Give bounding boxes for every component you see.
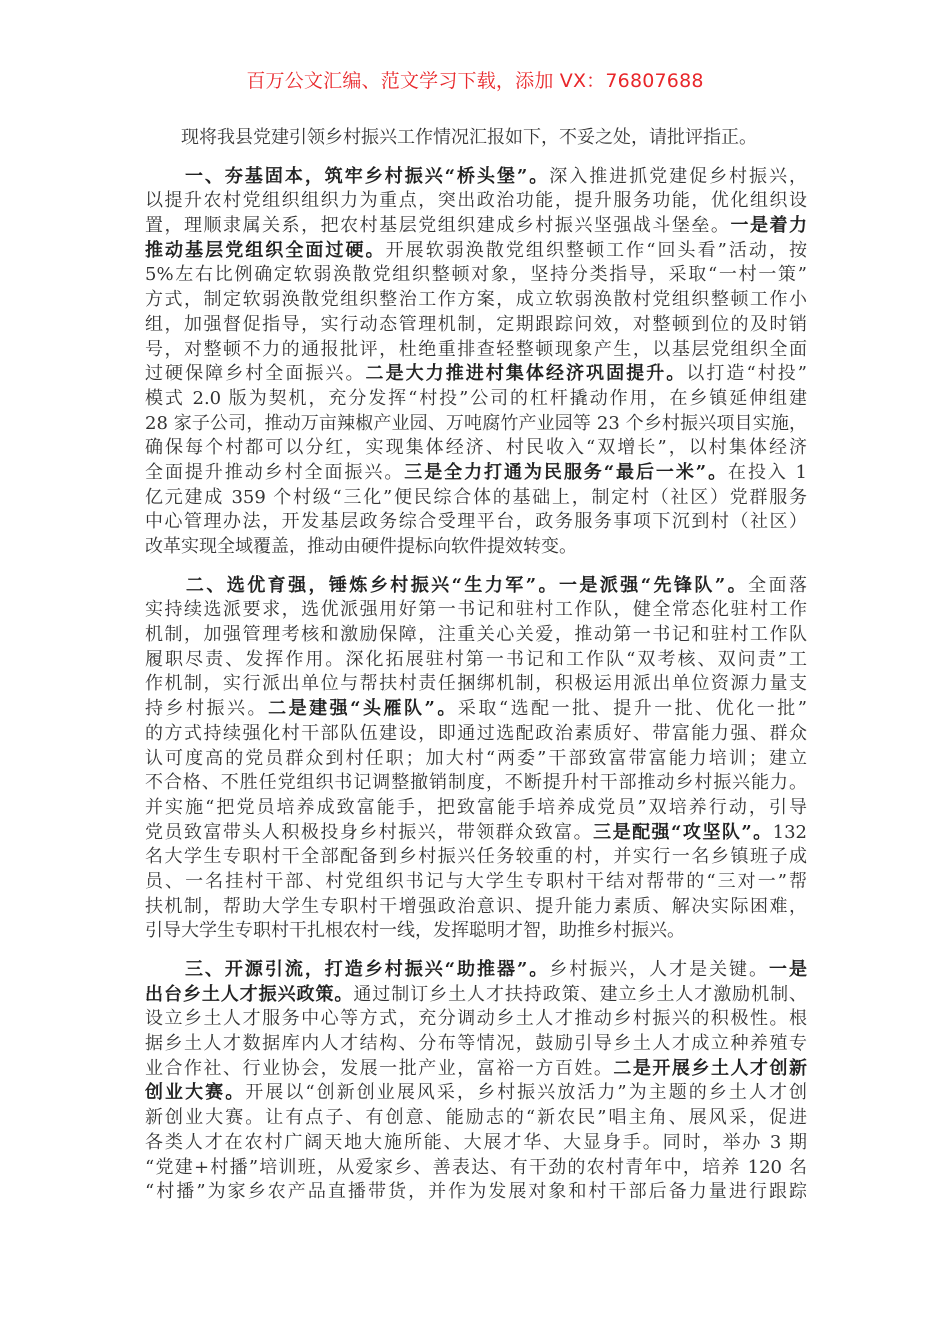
text-line [145, 895, 807, 920]
body-text: 党员致富带头人积极投身乡村振兴，带领群众致富。 [145, 821, 594, 843]
body-text: 不合格、不胜任党组织书记调整撤销制度，不断提升村干部推动乡村振兴能力。 [145, 772, 807, 794]
bold-heading-text: 一是 [769, 959, 807, 980]
text-line [145, 239, 807, 264]
bold-heading-text: 创业大赛。 [145, 1082, 246, 1104]
text-line [145, 510, 807, 535]
body-text: 开展以“创新创业展风采，乡村振兴放活力”为主题的乡土人才创 [245, 1082, 808, 1104]
bold-heading-text: 三是配强“攻坚队”。 [593, 821, 773, 843]
text-line [145, 313, 807, 338]
text-line [145, 461, 807, 486]
body-text: 引导大学生专职村干扎根农村一线，发挥聪明才智，助推乡村振兴。 [145, 920, 685, 942]
text-line [145, 747, 807, 772]
text-line [145, 919, 807, 944]
text-line [145, 412, 807, 437]
text-line [145, 623, 807, 648]
body-text: 扶机制，帮助大学生专职村干增强政治意识、提升能力素质、解决实际困难， [145, 895, 807, 917]
body-text: 据乡土人才数据库内人才结构、分布等情况，鼓励引导乡土人才成立种养殖专 [145, 1033, 807, 1055]
watermark-header: 百万公文汇编、范文学习下载，添加 VX：76807688 [246, 70, 704, 92]
text-line [145, 796, 807, 821]
bold-heading-text: 二是建强“头雁队”。 [268, 698, 458, 720]
body-text: 全面提升推动乡村全面振兴。 [145, 461, 405, 483]
text-line [145, 263, 807, 288]
body-text: 并实施“把党员培养成致富能手，把致富能手培养成党员”双培养行动，引导 [145, 796, 807, 818]
text-line [145, 214, 807, 239]
body-text: 方式，制定软弱涣散党组织整治工作方案，成立软弱涣散村党组织整顿工作小 [145, 289, 807, 311]
text-line [145, 672, 807, 697]
text-line [145, 771, 807, 796]
paragraph [145, 165, 807, 560]
body-text: 置，理顺隶属关系，把农村基层党组织建成乡村振兴坚强战斗堡垒。 [145, 215, 731, 237]
text-line [145, 338, 807, 363]
body-text: 作机制，实行派出单位与帮扶村责任捆绑机制，积极运用派出单位资源力量支 [145, 673, 807, 695]
body-text: 新创业大赛。让有点子、有创意、能励志的“新农民”唱主角、展风采，促进 [145, 1107, 807, 1129]
body-text: 采取“选配一批、提升一批、优化一批” [457, 698, 808, 720]
body-text: 员、一名挂村干部、村党组织书记与大学生专职村干结对帮带的“三对一”帮 [145, 870, 807, 892]
body-text: 5%左右比例确定软弱涣散党组织整顿对象，坚持分类指导，采取“一村一策” [145, 264, 807, 286]
bold-heading-text: 一、夯基固本，筑牢乡村振兴“桥头堡”。 [145, 165, 550, 187]
body-text: 组，加强督促指导，实行动态管理机制，定期跟踪问效，对整顿到位的及时销 [145, 313, 807, 335]
body-text: 以提升农村党组织组织力为重点，突出政治功能，提升服务功能，优化组织设 [145, 190, 807, 212]
body-text: 名大学生专职村干全部配备到乡村振兴任务较重的村，并实行一名乡镇班子成 [145, 846, 807, 868]
text-line [145, 387, 807, 412]
text-line [145, 574, 807, 599]
body-text: 各类人才在农村广阔天地大施所能、大展才华、大显身手。同时，举办 3 期 [145, 1131, 807, 1153]
body-text: “党建+村播”培训班，从爱家乡、善表达、有干劲的农村青年中，培养 120 名 [145, 1156, 807, 1178]
text-line [145, 1106, 807, 1131]
paragraph [145, 574, 807, 944]
text-line [145, 1156, 807, 1181]
body-text: 的方式持续强化村干部队伍建设，即通过选配政治素质好、带富能力强、群众 [145, 722, 807, 744]
text-line [145, 288, 807, 313]
text-line [145, 189, 807, 214]
bold-heading-text: 二是开展乡土人才创新 [613, 1057, 808, 1079]
body-text: 亿元建成 359 个村级“三化”便民综合体的基础上，制定村（社区）党群服务 [145, 486, 807, 508]
text-line [145, 821, 807, 846]
body-text: 开展软弱涣散党组织整顿工作“回头看”活动，按 [385, 239, 808, 261]
bold-heading-text: 一是着力 [730, 215, 807, 237]
body-text: 132 [772, 821, 808, 843]
text-line [145, 958, 807, 983]
body-text: “村播”为家乡农产品直播带货，并作为发展对象和村干部后备力量进行跟踪 [145, 1181, 807, 1203]
body-text: 确保每个村都可以分红，实现集体经济、村民收入“双增长”，以村集体经济 [145, 437, 807, 459]
text-line [145, 486, 807, 511]
body-text: 设立乡土人才服务中心等方式，充分调动乡土人才推动乡村振兴的积极性。根 [145, 1008, 807, 1030]
document-body [145, 126, 807, 1219]
bold-heading-text: 出台乡土人才振兴政策。 [145, 983, 354, 1005]
body-text: 认可度高的党员群众到村任职；加大村“两委”干部致富带富能力培训；建立 [145, 747, 807, 769]
paragraph [145, 958, 807, 1205]
text-line [145, 648, 807, 673]
text-line [145, 598, 807, 623]
text-line [145, 362, 807, 387]
bold-heading-text: 三、开源引流，打造乡村振兴“助推器”。 [145, 959, 550, 980]
text-line [145, 1032, 807, 1057]
body-text: 持乡村振兴。 [145, 698, 269, 720]
body-text: 在投入 1 [728, 461, 807, 483]
text-line [145, 722, 807, 747]
body-text: 改革实现全域覆盖，推动由硬件提标向软件提效转变。 [145, 536, 577, 557]
body-text: 乡村振兴，人才是关键。 [549, 959, 770, 980]
body-text: 过硬保障乡村全面振兴。 [145, 363, 366, 385]
text-line [145, 1131, 807, 1156]
bold-heading-text: 三是全力打通为民服务“最后一米”。 [404, 461, 729, 483]
text-line [145, 535, 807, 560]
body-text: 通过制订乡土人才扶持政策、建立乡土人才激励机制、 [353, 983, 808, 1005]
body-text: 现将我县党建引领乡村振兴工作情况汇报如下，不妥之处，请批评指正。 [145, 127, 757, 148]
body-text: 深入推进抓党建促乡村振兴， [549, 165, 807, 187]
bold-heading-text: 二、选优育强，锤炼乡村振兴“生力军”。一是派强“先锋队”。 [145, 574, 749, 596]
text-line [145, 126, 807, 151]
body-text: 模式 2.0 版为契机，充分发挥“村投”公司的杠杆撬动作用，在乡镇延伸组建 [145, 387, 807, 409]
text-line [145, 983, 807, 1008]
text-line [145, 1180, 807, 1205]
body-text: 机制，加强管理考核和激励保障，注重关心关爱，推动第一书记和驻村工作队 [145, 624, 807, 646]
body-text: 实持续选派要求，选优派强用好第一书记和驻村工作队，健全常态化驻村工作 [145, 599, 807, 621]
body-text: 以打造“村投” [686, 363, 808, 385]
body-text: 28 家子公司，推动万亩辣椒产业园、万吨腐竹产业园等 23 个乡村振兴项目实施， [145, 412, 807, 434]
paragraph [145, 126, 807, 151]
body-text: 全面落 [748, 574, 807, 596]
bold-heading-text: 推动基层党组织全面过硬。 [145, 239, 386, 261]
text-line [145, 845, 807, 870]
body-text: 履职尽责、发挥作用。深化拓展驻村第一书记和工作队“双考核、双问责”工 [145, 648, 807, 670]
text-line [145, 1057, 807, 1082]
bold-heading-text: 二是大力推进村集体经济巩固提升。 [365, 363, 687, 385]
text-line [145, 436, 807, 461]
body-text: 号，对整顿不力的通报批评，杜绝重排查轻整顿现象产生，以基层党组织全面 [145, 338, 807, 360]
text-line [145, 1007, 807, 1032]
text-line [145, 697, 807, 722]
body-text: 业合作社、行业协会，发展一批产业，富裕一方百姓。 [145, 1057, 614, 1079]
text-line [145, 870, 807, 895]
body-text: 中心管理办法，开发基层政务综合受理平台，政务服务事项下沉到村（社区） [145, 511, 807, 533]
text-line [145, 1081, 807, 1106]
text-line [145, 165, 807, 190]
